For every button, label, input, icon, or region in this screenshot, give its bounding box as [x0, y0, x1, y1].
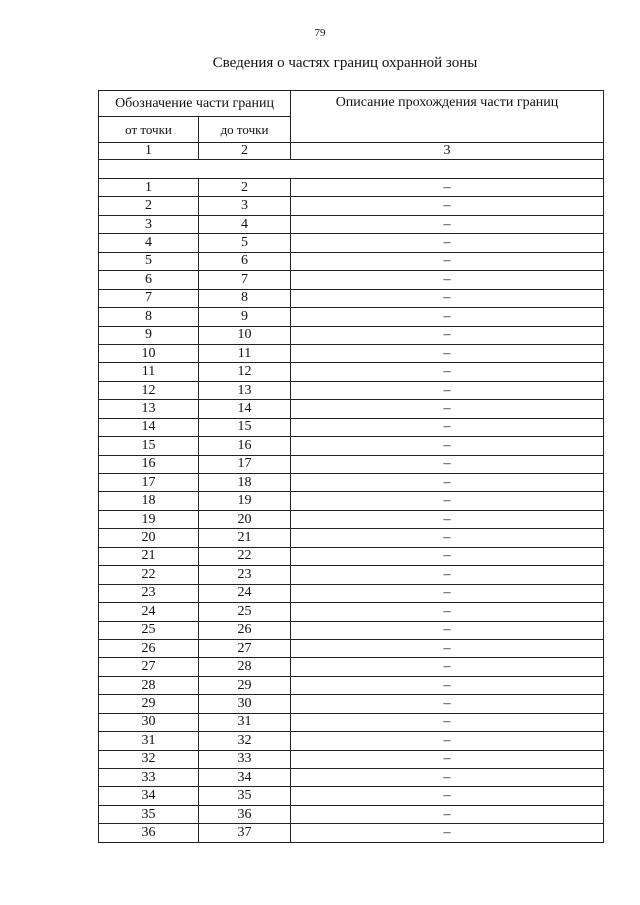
from-point-cell: 19	[99, 510, 199, 528]
from-point-cell: 26	[99, 639, 199, 657]
to-point-cell: 10	[199, 326, 291, 344]
table-row	[99, 271, 604, 289]
to-point-cell: 19	[199, 492, 291, 510]
description-cell: –	[291, 584, 604, 602]
to-point-cell: 25	[199, 603, 291, 621]
description-cell: –	[291, 695, 604, 713]
table-body	[99, 179, 604, 843]
from-point-cell: 16	[99, 455, 199, 473]
from-point-cell: 25	[99, 621, 199, 639]
description-cell: –	[291, 455, 604, 473]
to-point-cell: 33	[199, 750, 291, 768]
header-boundary-designation: Обозначение части границ	[99, 91, 291, 117]
from-point-cell: 11	[99, 363, 199, 381]
description-cell: –	[291, 603, 604, 621]
description-cell: –	[291, 824, 604, 842]
to-point-cell: 13	[199, 381, 291, 399]
table-row	[99, 658, 604, 676]
description-cell: –	[291, 713, 604, 731]
from-point-cell: 36	[99, 824, 199, 842]
table-row	[99, 252, 604, 270]
table-row	[99, 344, 604, 362]
to-point-cell: 29	[199, 676, 291, 694]
table-row	[99, 418, 604, 436]
table-row	[99, 547, 604, 565]
header-to-point: до точки	[199, 117, 291, 143]
description-cell: –	[291, 289, 604, 307]
from-point-cell: 14	[99, 418, 199, 436]
table-row	[99, 824, 604, 842]
from-point-cell: 7	[99, 289, 199, 307]
description-cell: –	[291, 234, 604, 252]
to-point-cell: 12	[199, 363, 291, 381]
description-cell: –	[291, 179, 604, 197]
to-point-cell: 24	[199, 584, 291, 602]
table-row	[99, 455, 604, 473]
to-point-cell: 37	[199, 824, 291, 842]
table-row	[99, 510, 604, 528]
table-row	[99, 197, 604, 215]
from-point-cell: 17	[99, 474, 199, 492]
from-point-cell: 28	[99, 676, 199, 694]
table-row	[99, 621, 604, 639]
to-point-cell: 26	[199, 621, 291, 639]
table-row	[99, 326, 604, 344]
table-row	[99, 769, 604, 787]
to-point-cell: 9	[199, 308, 291, 326]
description-cell: –	[291, 492, 604, 510]
table-row	[99, 639, 604, 657]
table-row	[99, 787, 604, 805]
to-point-cell: 35	[199, 787, 291, 805]
header-description: Описание прохождения части границ	[291, 91, 604, 143]
from-point-cell: 4	[99, 234, 199, 252]
to-point-cell: 18	[199, 474, 291, 492]
description-cell: –	[291, 769, 604, 787]
from-point-cell: 23	[99, 584, 199, 602]
description-cell: –	[291, 639, 604, 657]
table-row	[99, 713, 604, 731]
section-blank-row	[99, 160, 604, 179]
description-cell: –	[291, 308, 604, 326]
table-row	[99, 695, 604, 713]
description-cell: –	[291, 529, 604, 547]
from-point-cell: 31	[99, 732, 199, 750]
table-row	[99, 529, 604, 547]
description-cell: –	[291, 805, 604, 823]
to-point-cell: 11	[199, 344, 291, 362]
to-point-cell: 27	[199, 639, 291, 657]
table-row	[99, 474, 604, 492]
from-point-cell: 2	[99, 197, 199, 215]
to-point-cell: 22	[199, 547, 291, 565]
from-point-cell: 12	[99, 381, 199, 399]
table-row	[99, 308, 604, 326]
to-point-cell: 36	[199, 805, 291, 823]
table-row	[99, 584, 604, 602]
from-point-cell: 13	[99, 400, 199, 418]
table-row	[99, 289, 604, 307]
from-point-cell: 3	[99, 215, 199, 233]
to-point-cell: 23	[199, 566, 291, 584]
from-point-cell: 30	[99, 713, 199, 731]
description-cell: –	[291, 363, 604, 381]
to-point-cell: 34	[199, 769, 291, 787]
column-number: 2	[199, 143, 291, 160]
description-cell: –	[291, 510, 604, 528]
to-point-cell: 28	[199, 658, 291, 676]
table-row	[99, 676, 604, 694]
from-point-cell: 32	[99, 750, 199, 768]
table-row	[99, 363, 604, 381]
description-cell: –	[291, 566, 604, 584]
from-point-cell: 34	[99, 787, 199, 805]
description-cell: –	[291, 326, 604, 344]
to-point-cell: 3	[199, 197, 291, 215]
to-point-cell: 16	[199, 437, 291, 455]
from-point-cell: 8	[99, 308, 199, 326]
column-number: 1	[99, 143, 199, 160]
table-row	[99, 566, 604, 584]
table-row	[99, 492, 604, 510]
column-number: 3	[291, 143, 604, 160]
to-point-cell: 17	[199, 455, 291, 473]
to-point-cell: 4	[199, 215, 291, 233]
from-point-cell: 18	[99, 492, 199, 510]
table-row	[99, 750, 604, 768]
description-cell: –	[291, 474, 604, 492]
to-point-cell: 20	[199, 510, 291, 528]
table-row	[99, 179, 604, 197]
header-from-point: от точки	[99, 117, 199, 143]
to-point-cell: 21	[199, 529, 291, 547]
from-point-cell: 15	[99, 437, 199, 455]
description-cell: –	[291, 271, 604, 289]
description-cell: –	[291, 215, 604, 233]
description-cell: –	[291, 197, 604, 215]
description-cell: –	[291, 418, 604, 436]
table-row	[99, 603, 604, 621]
to-point-cell: 30	[199, 695, 291, 713]
from-point-cell: 9	[99, 326, 199, 344]
from-point-cell: 10	[99, 344, 199, 362]
description-cell: –	[291, 787, 604, 805]
table-row	[99, 437, 604, 455]
description-cell: –	[291, 344, 604, 362]
description-cell: –	[291, 381, 604, 399]
from-point-cell: 35	[99, 805, 199, 823]
from-point-cell: 20	[99, 529, 199, 547]
document-title: Сведения о частях границ охранной зоны	[212, 55, 478, 71]
table-row	[99, 400, 604, 418]
description-cell: –	[291, 437, 604, 455]
table-row	[99, 215, 604, 233]
table-row	[99, 381, 604, 399]
description-cell: –	[291, 750, 604, 768]
table-row	[99, 732, 604, 750]
from-point-cell: 6	[99, 271, 199, 289]
description-cell: –	[291, 400, 604, 418]
description-cell: –	[291, 732, 604, 750]
description-cell: –	[291, 252, 604, 270]
from-point-cell: 21	[99, 547, 199, 565]
to-point-cell: 8	[199, 289, 291, 307]
from-point-cell: 33	[99, 769, 199, 787]
description-cell: –	[291, 676, 604, 694]
to-point-cell: 5	[199, 234, 291, 252]
description-cell: –	[291, 658, 604, 676]
description-cell: –	[291, 621, 604, 639]
from-point-cell: 29	[99, 695, 199, 713]
to-point-cell: 7	[199, 271, 291, 289]
table-row	[99, 805, 604, 823]
boundary-parts-table	[98, 90, 604, 843]
from-point-cell: 1	[99, 179, 199, 197]
to-point-cell: 14	[199, 400, 291, 418]
to-point-cell: 2	[199, 179, 291, 197]
page-number: 79	[314, 27, 326, 39]
table-row	[99, 234, 604, 252]
to-point-cell: 6	[199, 252, 291, 270]
from-point-cell: 22	[99, 566, 199, 584]
to-point-cell: 32	[199, 732, 291, 750]
from-point-cell: 24	[99, 603, 199, 621]
to-point-cell: 15	[199, 418, 291, 436]
from-point-cell: 5	[99, 252, 199, 270]
description-cell: –	[291, 547, 604, 565]
from-point-cell: 27	[99, 658, 199, 676]
to-point-cell: 31	[199, 713, 291, 731]
